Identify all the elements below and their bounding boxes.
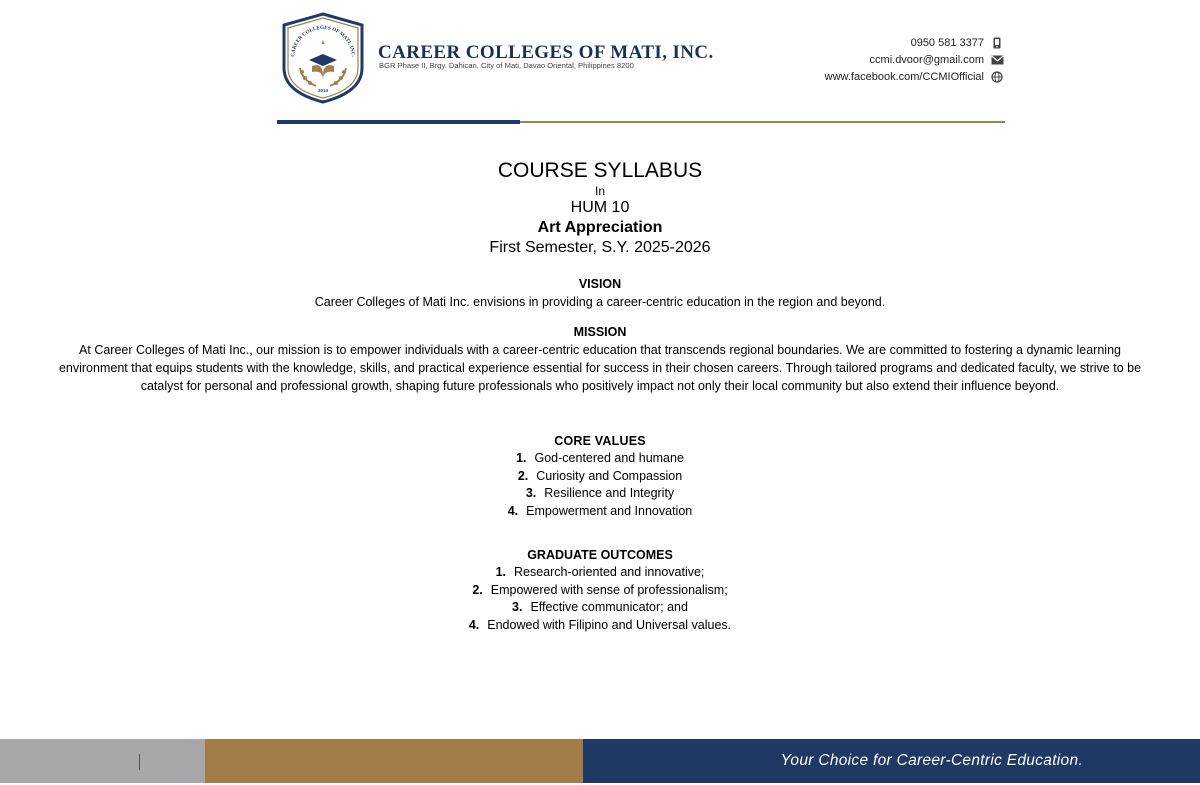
list-text: Endowed with Filipino and Universal values. — [487, 617, 732, 632]
globe-icon — [990, 71, 1004, 83]
contact-email-text: ccmi.dvoor@gmail.com — [869, 53, 984, 66]
list-number: 1. — [495, 565, 507, 579]
header-divider-navy — [277, 120, 520, 124]
list-item — [0, 468, 1200, 486]
syllabus-body — [0, 158, 1200, 634]
list-text: Research-oriented and innovative; — [514, 565, 705, 579]
footer-tagline: Your Choice for Career-Centric Education. — [780, 752, 1083, 769]
list-item — [0, 450, 1200, 468]
list-text: God-centered and humane — [534, 451, 684, 465]
contact-phone-text: 0950 581 3377 — [910, 36, 984, 49]
school-address: BGR Phase II, Brgy. Dahican, City of Mati, Davao Oriental, Philippines 8200 — [379, 61, 634, 70]
svg-text:2014: 2014 — [317, 88, 329, 93]
header-divider-gold — [520, 121, 1005, 123]
svg-text:CAREER COLLEGES OF MATI, INC.: CAREER COLLEGES OF MATI, INC. — [289, 24, 356, 58]
contact-facebook-text: www.facebook.com/CCMIOfficial — [824, 70, 984, 83]
mail-icon — [990, 55, 1004, 65]
core-values-heading: CORE VALUES — [554, 434, 646, 448]
school-name: CAREER COLLEGES OF MATI, INC. — [378, 42, 714, 63]
list-number: 2. — [517, 468, 529, 483]
phone-icon — [990, 37, 1004, 49]
contact-facebook — [825, 68, 1004, 85]
list-item — [0, 503, 1200, 521]
mission-text: At Career Colleges of Mati Inc., our mission is to empower individuals with a career-centric education that transcends regional boundaries. We are committed to fostering a dynamic learning environment that equips students with the knowledge, skills, and practical experience essential for success in their chosen careers. Through tailored programs and dedicated faculty, we strive to be catalyst for personal and professional growth, shaping future professionals who positively impact not only their local community but also extend their influence beyond. — [58, 343, 1142, 393]
contact-phone — [825, 34, 1004, 51]
list-text: Resilience and Integrity — [544, 486, 675, 500]
list-item — [0, 582, 1200, 600]
footer-gray-block — [0, 739, 205, 783]
list-item — [0, 599, 1200, 617]
list-number: 4. — [507, 503, 519, 518]
list-text: Effective communicator; and — [530, 600, 688, 614]
course-title: Art Appreciation — [537, 219, 663, 236]
list-number: 3. — [525, 486, 537, 500]
graduate-outcomes-heading: GRADUATE OUTCOMES — [527, 548, 673, 562]
course-code: HUM 10 — [570, 199, 630, 216]
school-logo — [276, 12, 370, 104]
contact-info — [825, 34, 1004, 85]
list-text: Empowerment and Innovation — [526, 503, 693, 518]
footer-gold-block — [205, 739, 583, 783]
school-seal-icon — [276, 12, 370, 104]
list-number: 4. — [468, 617, 480, 632]
list-number: 1. — [516, 451, 527, 465]
footer-band — [0, 739, 1200, 783]
footer-divider — [139, 754, 140, 770]
semester-label: First Semester, S.Y. 2025-2026 — [489, 239, 711, 256]
document-title: COURSE SYLLABUS — [497, 159, 703, 182]
vision-text: Career Colleges of Mati Inc. envisions in providing a career-centric education in the region and beyond. — [314, 295, 886, 309]
contact-email — [825, 51, 1004, 68]
vision-heading: VISION — [578, 277, 622, 291]
list-number: 2. — [472, 582, 483, 597]
list-text: Empowered with sense of professionalism; — [490, 582, 728, 597]
list-item — [0, 617, 1200, 635]
list-item — [0, 564, 1200, 582]
list-number: 3. — [512, 600, 523, 614]
header-divider — [277, 120, 1005, 124]
mission-heading: MISSION — [573, 325, 627, 339]
list-item — [0, 485, 1200, 503]
list-text: Curiosity and Compassion — [536, 468, 683, 483]
title-in: In — [594, 184, 605, 198]
